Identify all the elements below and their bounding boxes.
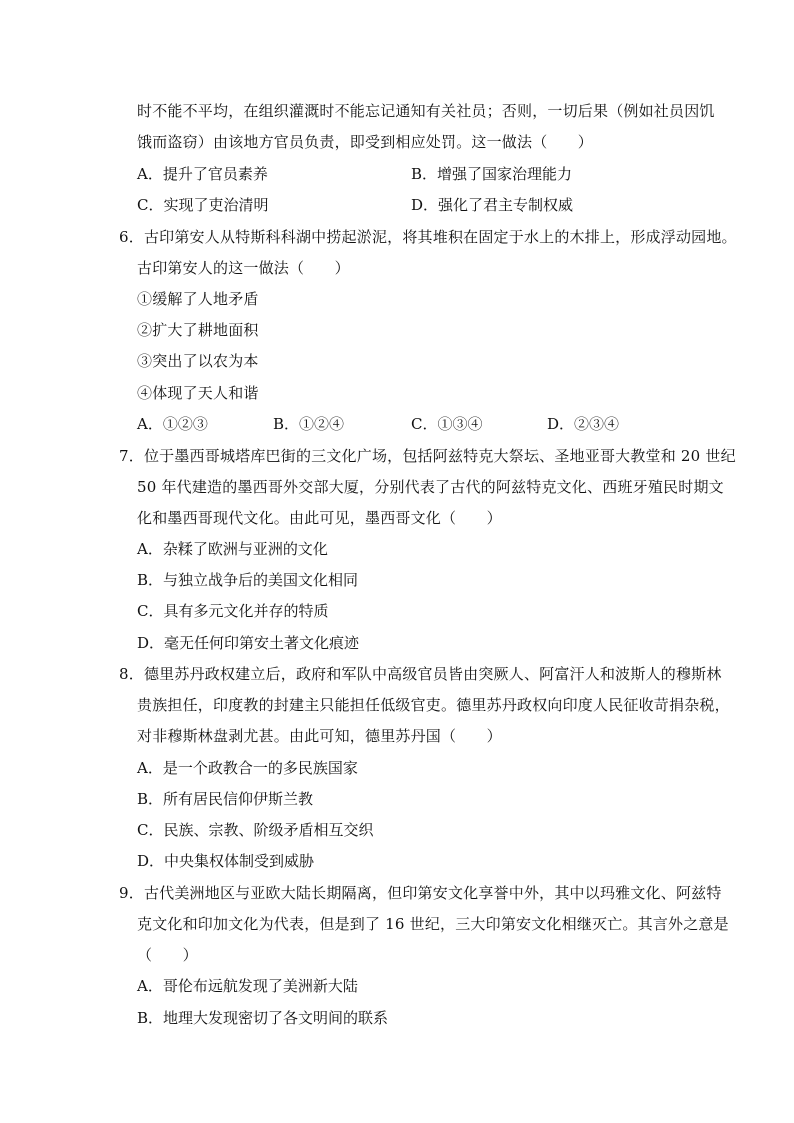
q6-option-c: C．①③④: [411, 415, 483, 433]
q9-option-b: B．地理大发现密切了各文明间的联系: [137, 1009, 389, 1027]
q5-option-c: C．实现了吏治清明: [137, 196, 269, 214]
q9-option-a: A．哥伦布远航发现了美洲新大陆: [137, 977, 358, 995]
q7-stem-line2: 50 年代建造的墨西哥外交部大厦，分别代表了古代的阿兹特克文化、西班牙殖民时期文: [137, 478, 724, 496]
q6-stem-line1: 6．古印第安人从特斯科科湖中捞起淤泥，将其堆积在固定于水上的木排上，形成浮动园地。: [119, 228, 737, 246]
q8-option-d: D．中央集权体制受到威胁: [137, 852, 315, 870]
q7-option-a: A．杂糅了欧洲与亚洲的文化: [137, 540, 328, 558]
q8-stem-line1: 8．德里苏丹政权建立后，政府和军队中高级官员皆由突厥人、阿富汗人和波斯人的穆斯林: [119, 665, 722, 683]
q5-option-b: B．增强了国家治理能力: [411, 165, 573, 183]
q9-stem-line2: 克文化和印加文化为代表，但是到了 16 世纪，三大印第安文化相继灭亡。其言外之意是: [137, 915, 729, 933]
q5-option-d: D．强化了君主专制权威: [411, 196, 574, 214]
q8-option-b: B．所有居民信仰伊斯兰教: [137, 790, 314, 808]
q6-option-d: D．②③④: [547, 415, 620, 433]
q7-option-c: C．具有多元文化并存的特质: [137, 602, 329, 620]
q6-option-b: B．①②④: [273, 415, 345, 433]
q7-option-d: D．毫无任何印第安土著文化痕迹: [137, 634, 360, 652]
q8-stem-line2: 贵族担任，印度教的封建主只能担任低级官吏。德里苏丹政权向印度人民征收苛捐杂税，: [137, 696, 730, 714]
q6-item-1: ①缓解了人地矛盾: [137, 290, 259, 308]
q7-stem-line3: 化和墨西哥现代文化。由此可见，墨西哥文化（ ）: [137, 509, 502, 527]
q8-stem-line3: 对非穆斯林盘剥尤甚。由此可知，德里苏丹国（ ）: [137, 727, 502, 745]
q6-item-2: ②扩大了耕地面积: [137, 321, 259, 339]
q5-stem-line2: 饿而盗窃）由该地方官员负责，即受到相应处罚。这一做法（ ）: [137, 133, 594, 151]
q8-option-a: A．是一个政教合一的多民族国家: [137, 759, 358, 777]
q6-item-3: ③突出了以农为本: [137, 352, 259, 370]
q6-item-4: ④体现了天人和谐: [137, 384, 259, 402]
q9-stem-line1: 9．古代美洲地区与亚欧大陆长期隔离，但印第安文化享誉中外，其中以玛雅文化、阿兹特: [119, 884, 722, 902]
q6-option-a: A．①②③: [137, 415, 208, 433]
q8-option-c: C．民族、宗教、阶级矛盾相互交织: [137, 821, 374, 839]
q6-stem-line2: 古印第安人的这一做法（ ）: [137, 259, 350, 277]
q9-stem-line3: （ ）: [137, 946, 198, 964]
q7-stem-line1: 7．位于墨西哥城塔库巴街的三文化广场，包括阿兹特克大祭坛、圣地亚哥大教堂和 20 世纪: [119, 447, 736, 465]
q7-option-b: B．与独立战争后的美国文化相同: [137, 571, 359, 589]
q5-option-a: A．提升了官员素养: [137, 165, 268, 183]
q5-stem-line1: 时不能不平均，在组织灌溉时不能忘记通知有关社员；否则，一切后果（例如社员因饥: [137, 102, 715, 120]
